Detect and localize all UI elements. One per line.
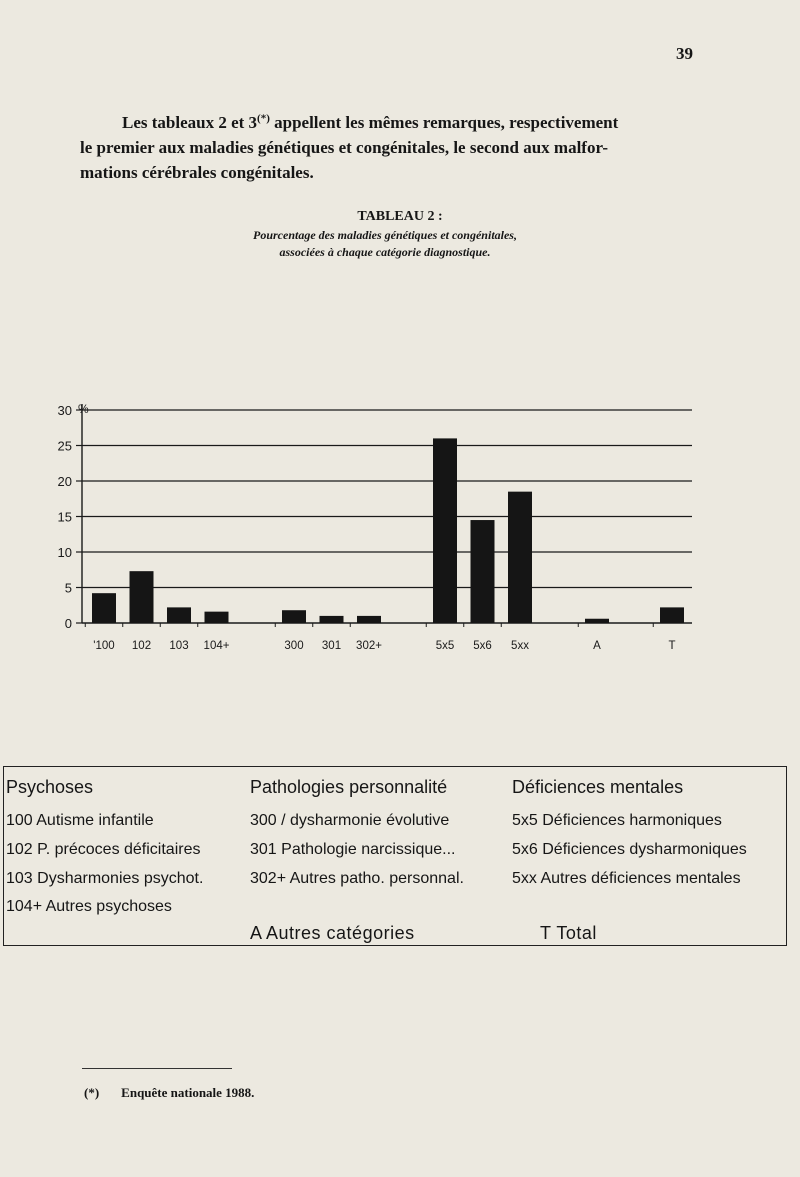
y-tick-label: 5: [64, 580, 72, 596]
bar-chart: [0, 390, 800, 670]
legend-psychoses-header: Psychoses: [6, 777, 94, 797]
x-axis-ticks: [85, 623, 675, 652]
bar: [167, 607, 191, 623]
bar: [660, 607, 684, 623]
x-tick-label: 5x5: [435, 640, 455, 652]
y-tick-label: 0: [64, 616, 72, 631]
y-tick-label: 15: [57, 509, 72, 525]
legend-pathologies-item: 300 / dysharmonie évolutive: [250, 812, 450, 829]
x-tick-label: '100: [93, 640, 115, 652]
bar: [282, 610, 306, 623]
y-tick-label: 20: [57, 474, 72, 489]
x-tick-label: 104+: [203, 640, 230, 652]
legend-psychoses-item: 100 Autisme infantile: [6, 812, 154, 829]
bar: [433, 438, 457, 623]
intro-footnote-ref: (*): [257, 112, 270, 125]
x-tick-label: 103: [169, 640, 189, 652]
bar: [508, 492, 532, 623]
legend-box: [3, 766, 787, 946]
intro-text-1b: appellent les mêmes remarques, respectivement: [269, 113, 619, 132]
intro-text-1a: Les tableaux 2 et 3: [122, 113, 258, 132]
x-tick-label: 302+: [356, 640, 382, 652]
legend-deficiences-header: Déficiences mentales: [512, 777, 684, 797]
legend-pathologies-item: 301 Pathologie narcissique...: [250, 841, 456, 858]
footnote-separator: [82, 1068, 232, 1069]
x-tick-label: 102: [131, 640, 152, 652]
chart-grid: [76, 404, 692, 623]
table-subtitle-line-2: associées à chaque catégorie diagnostique.: [279, 245, 491, 259]
bar: [357, 616, 381, 623]
chart-bars: [92, 438, 684, 623]
legend-autres-categories: A Autres catégories: [250, 923, 415, 943]
footnote-text: Enquête nationale 1988.: [121, 1085, 255, 1100]
legend-pathologies-item: 302+ Autres patho. personnal.: [250, 870, 464, 887]
bar: [92, 593, 116, 623]
x-tick-label: 5x6: [473, 640, 492, 652]
x-tick-label: 5xx: [511, 640, 529, 652]
footnote-mark: (*): [84, 1085, 100, 1100]
legend-psychoses-item: 102 P. précoces déficitaires: [6, 841, 201, 858]
legend-psychoses-item: 104+ Autres psychoses: [6, 898, 172, 915]
bar: [205, 612, 229, 623]
x-tick-label: A: [593, 640, 601, 652]
table-title: TABLEAU 2 :: [357, 209, 443, 224]
x-tick-label: 301: [321, 640, 342, 652]
page-number: 39: [676, 44, 693, 63]
legend-psychoses-item: 103 Dysharmonies psychot.: [6, 870, 204, 887]
legend-deficiences-item: 5xx Autres déficiences mentales: [512, 870, 741, 887]
y-tick-label: 30: [57, 403, 72, 418]
bar: [130, 571, 154, 623]
legend-deficiences-item: 5x6 Déficiences dysharmoniques: [512, 841, 747, 858]
legend-deficiences-item: 5x5 Déficiences harmoniques: [512, 812, 722, 829]
x-tick-label: T: [668, 640, 676, 652]
bar: [585, 619, 609, 623]
intro-text-3: mations cérébrales congénitales.: [80, 163, 314, 182]
y-axis-ticks: [58, 403, 72, 631]
intro-text-2: le premier aux maladies génétiques et congénitales, le second aux malfor-: [80, 138, 609, 157]
table-subtitle-line-1: Pourcentage des maladies génétiques et congénitales,: [253, 228, 517, 242]
y-tick-label: 10: [57, 545, 72, 560]
y-unit-label: %: [78, 402, 89, 416]
footnote: [84, 1085, 254, 1101]
intro-paragraph: [80, 110, 695, 185]
bar: [320, 616, 344, 623]
legend-total: T Total: [540, 923, 597, 943]
y-tick-label: 25: [57, 438, 72, 454]
bar: [471, 520, 495, 623]
legend-pathologies-header: Pathologies personnalité: [250, 777, 448, 797]
x-tick-label: 300: [284, 640, 304, 652]
